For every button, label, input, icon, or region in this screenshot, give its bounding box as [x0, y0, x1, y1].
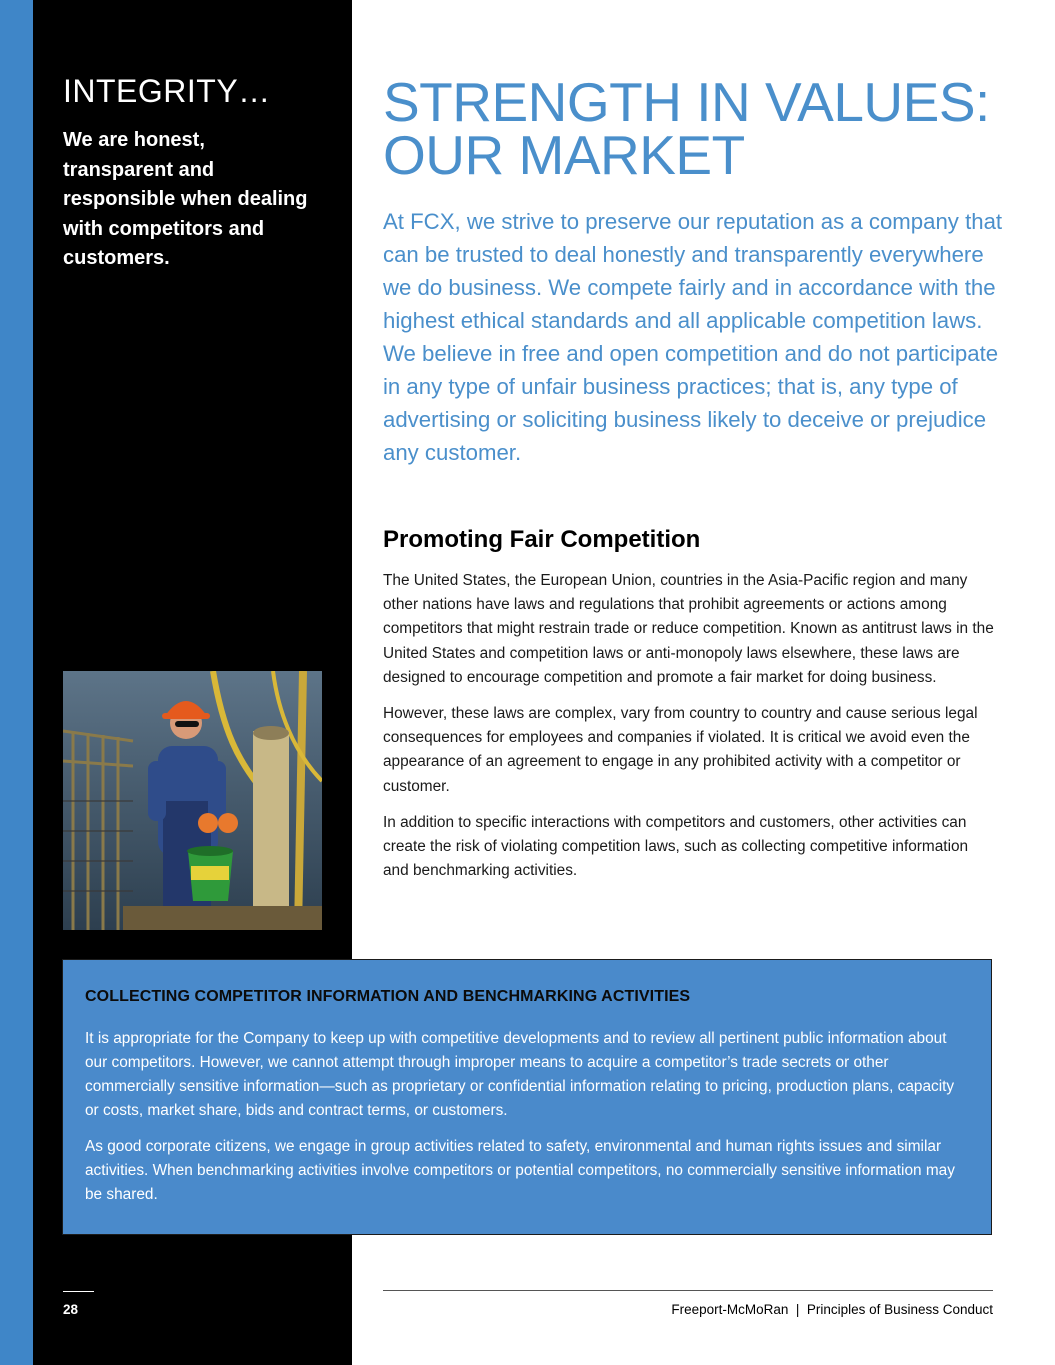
page-title	[383, 71, 1023, 186]
body-paragraph: The United States, the European Union, countries in the Asia-Pacific region and many other nations have laws and regulations that prohibit agreements or actions among competitors that might restrain trade or reduce competition. Known as antitrust laws in the United States and competition laws or anti-monopoly laws elsewhere, these laws are designed to encourage competition and promote a fair market for doing business.	[383, 572, 994, 686]
page-number: 28	[63, 1302, 79, 1317]
footer-rule-right	[383, 1290, 993, 1291]
footer-label: Freeport-McMoRan | Principles of Business Conduct	[671, 1302, 993, 1317]
body-paragraph: In addition to specific interactions with competitors and customers, other activities can create the risk of violating competition laws, such as collecting competitive information and benchmarking activities.	[383, 813, 969, 880]
worker-photo	[63, 671, 322, 930]
callout-box	[62, 959, 992, 1235]
sidebar-heading: INTEGRITY…	[63, 73, 271, 109]
callout-body	[85, 1027, 970, 1219]
callout-title: COLLECTING COMPETITOR INFORMATION AND BENCHMARKING ACTIVITIES	[85, 988, 691, 1005]
section-heading: Promoting Fair Competition	[383, 526, 701, 553]
left-blue-edge-bar	[0, 0, 33, 1365]
callout-paragraph: It is appropriate for the Company to keep up with competitive developments and to review all pertinent public information about our competitors. However, we cannot attempt through improper means to acquire a competitor’s trade secrets or other commercially sensitive information—such as proprietary or confidential information relating to pricing, production plans, capacity or costs, market share, bids and contract terms, or customers.	[85, 1030, 955, 1119]
page-title-line-2: OUR MARKET	[383, 124, 745, 186]
body-copy	[383, 569, 998, 895]
sidebar-integrity-text: We are honest, transparent and responsible when dealing with competitors and customers.	[63, 129, 308, 269]
footer-rule-left	[63, 1291, 94, 1292]
intro-paragraph: At FCX, we strive to preserve our reputation as a company that can be trusted to deal honestly and transparently everywhere we do business. We compete fairly and in accordance with the highest ethical standards and all applicable competition laws. We believe in free and open competition and do not participate in any type of unfair business practices; that is, any type of advertising or soliciting business likely to deceive or prejudice any customer.	[383, 209, 1003, 465]
callout-paragraph: As good corporate citizens, we engage in group activities related to safety, environmental and human rights issues and similar activities. When benchmarking activities involve competitors or potential competitors, no commercially sensitive information may be shared.	[85, 1138, 955, 1203]
page-title-line-1: STRENGTH IN VALUES:	[383, 71, 990, 133]
body-paragraph: However, these laws are complex, vary from country to country and cause serious legal consequences for employees and companies if violated. It is critical we avoid even the appearance of an agreement to engage in any prohibited activity with a competitor or customer.	[383, 705, 978, 795]
